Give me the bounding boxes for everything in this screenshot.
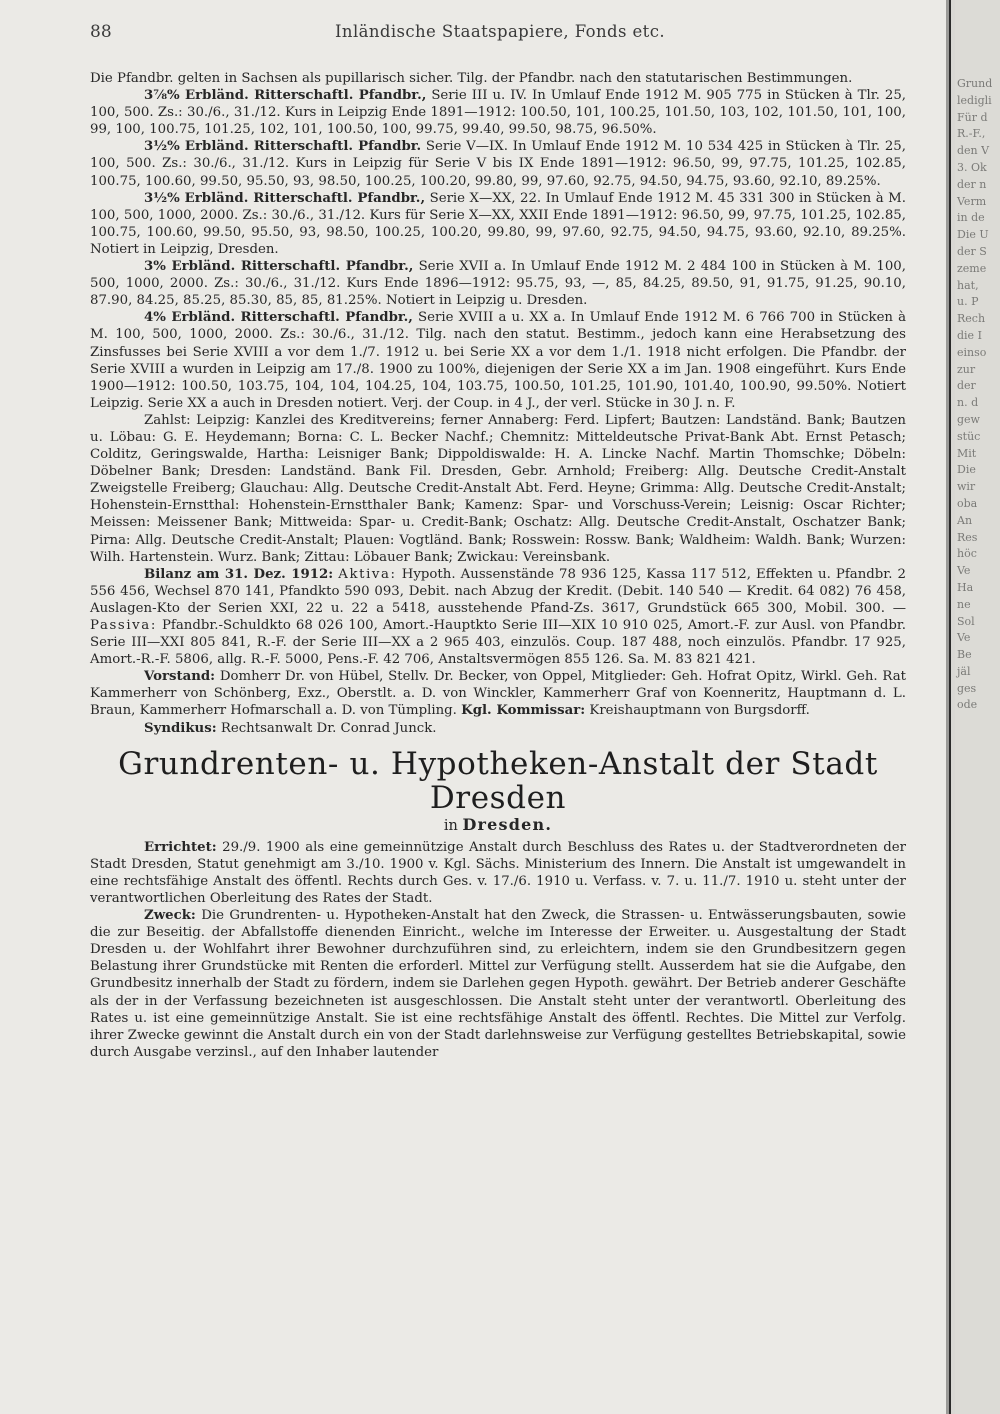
adjacent-page-fragment: jäl xyxy=(957,664,971,678)
adjacent-page-fragment: ne xyxy=(957,597,971,611)
adjacent-page-fragment: Grund xyxy=(957,77,993,90)
adjacent-page-fragment: ode xyxy=(957,698,978,712)
issue-entry xyxy=(90,309,906,412)
issue-text: Serie XVII a. In Umlauf Ende 1912 M. 2 484 100 in Stücken à M. 100, 500, 1000, 2000. Zs.: 30./6., 31./12. Kurs Ende 1896—1912: 95.75, 93, —, 85, 84.25, 89.50, 91, 91.75, 91.25, 90.10, 87.90, 84.25, 85.25, 85.30, 85, 85, 81.25%. Notiert in Leipzig u. Dresden. xyxy=(90,259,906,309)
adjacent-page-fragment: höc xyxy=(957,547,977,561)
board-label: Vorstand: xyxy=(144,669,216,685)
adjacent-page-fragment: R.-F., xyxy=(957,127,986,141)
commissioner-text: Kreishauptmann von Burgsdorff. xyxy=(589,703,810,719)
adjacent-page-fragment: den V xyxy=(957,144,990,158)
adjacent-page-fragment: stüc xyxy=(957,429,981,443)
commissioner-label: Kgl. Kommissar: xyxy=(461,703,586,719)
adjacent-page-fragment: Ve xyxy=(957,631,971,645)
adjacent-page-fragment: Verm xyxy=(957,194,987,208)
purpose-text: Die Grundrenten- u. Hypotheken-Anstalt hat den Zweck, die Strassen- u. Entwässerungsbauten, sowie die zur Beseitig. der Abfallstoffe dienenden Einricht., welche im Interesse der Erweiter. u. Ausgestaltung der Stadt Dresden u. der Wohlfahrt ihrer Bewohner durchzuführen sind, zu erleichtern, indem sie den Grundbesitzern gegen Belastung ihrer Grundstücke mit Renten die erforderl. Mittel zur Verfügung stellt. Ausserdem hat sie die Aufgabe, den Grundbesitz innerhalb der Stadt zu fördern, indem sie Darlehen gegen Hypoth. gewährt. Der Betrieb anderer Geschäfte als der in der Verfassung bezeichneten ist ausgeschlossen. Die Anstalt steht unter der verantwortl. Oberleitung des Rates u. ist eine gemeinnützige Anstalt. Sie ist eine rechtsfähige Anstalt des öffentl. Rechtes. Die Mittel zur Verfolg. ihrer Zwecke gewinnt die Anstalt durch ein von der Stadt darlehnsweise zur Verfügung gestelltes Betriebskapital, sowie durch Ausgabe verzinsl., auf den Inhaber lautender xyxy=(90,908,906,1060)
section-subtitle xyxy=(90,815,906,836)
page-header xyxy=(90,22,910,46)
assets-label: Aktiva: xyxy=(338,566,397,582)
adjacent-page-fragment: die I xyxy=(957,328,982,342)
section-title: Grundrenten- u. Hypotheken-Anstalt der Stadt Dresden xyxy=(118,745,878,816)
founded-label: Errichtet: xyxy=(144,839,217,855)
issue-text: Serie V—IX. In Umlauf Ende 1912 M. 10 534 425 in Stücken à Tlr. 25, 100, 500. Zs.: 30./6., 31./12. Kurs in Leipzig für Serie V bis IX Ende 1891—1912: 96.50, 99, 97.75, 101.25, 102.85, 100.75, 100.60, 99.50, 95.50, 93, 98.50, 100.25, 100.20, 99.80, 99, 97.60, 92.75, 94.50, 94.75, 93.60, 92.10, 89.25%. xyxy=(90,139,906,189)
page-body xyxy=(90,70,906,1061)
page-number: 88 xyxy=(90,22,112,42)
issue-heading: 3% Erbländ. Ritterschaftl. Pfandbr., xyxy=(144,259,414,275)
liabilities-label: Passiva: xyxy=(90,618,157,633)
syndic-text: Rechtsanwalt Dr. Conrad Junck. xyxy=(220,720,437,736)
balance-label: Bilanz am 31. Dez. 1912: xyxy=(144,566,334,582)
adjacent-page-fragment: Be xyxy=(957,648,972,662)
adjacent-page-fragment: zeme xyxy=(957,261,987,275)
adjacent-page-fragment: Res xyxy=(957,530,978,544)
adjacent-page-fragment: n. d xyxy=(957,396,979,410)
adjacent-page-fragment: oba xyxy=(957,496,978,510)
adjacent-page-fragment: Ha xyxy=(957,580,974,594)
adjacent-page-fragment: Rech xyxy=(957,312,986,326)
adjacent-page-fragment: Ve xyxy=(957,564,971,578)
purpose-label: Zweck: xyxy=(144,908,196,924)
board-text: Domherr Dr. von Hübel, Stellv. Dr. Becker, von Oppel, Mitglieder: Geh. Hofrat Opitz, Wirkl. Geh. Rat Kammerherr von Schönberg, Exz., Oberstlt. a. D. von Winckler, Kammerherr Graf von Koenneritz, Hauptmann d. L. Braun, Kammerherr Hofmarschall a. D. von Tümpling. xyxy=(90,669,906,719)
subtitle-place: Dresden. xyxy=(462,814,553,834)
issue-heading: 3⅞% Erbländ. Ritterschaftl. Pfandbr., xyxy=(144,88,427,104)
running-head: Inländische Staatspapiere, Fonds etc. xyxy=(335,22,665,41)
adjacent-page-fragment: An xyxy=(957,513,973,527)
issue-entry xyxy=(90,87,906,138)
adjacent-page-strip xyxy=(955,0,1000,1414)
adjacent-page-fragment: in de xyxy=(957,211,985,225)
adjacent-page-fragment: Die xyxy=(957,463,976,477)
issue-entry xyxy=(90,138,906,189)
subtitle-prefix: in xyxy=(443,817,458,834)
board-paragraph xyxy=(90,668,906,719)
adjacent-page-fragment: ledigli xyxy=(957,93,992,107)
adjacent-page-fragment: Die U xyxy=(957,228,989,242)
adjacent-page-fragment: ges xyxy=(957,681,977,695)
adjacent-page-fragment: hat, xyxy=(957,278,979,292)
paying-agents: Zahlst: Leipzig: Kanzlei des Kreditvereins; ferner Annaberg: Ferd. Lipfert; Bautzen: Landständ. Bank; Bautzen u. Löbau: G. E. Heydemann; Borna: C. L. Becker Nachf.; Chemnitz: Mitteldeutsche Privat-Bank Abt. Ernst Petasch; Colditz, Geringswalde, Hartha: Leisniger Bank; Dippoldiswalde: H. A. Lincke Nachf. Martin Thomschke; Döbeln: Döbelner Bank; Dresden: Landständ. Bank Fil. Dresden, Gebr. Arnhold; Freiberg: Allg. Deutsche Credit-Anstalt Zweigstelle Freiberg; Glauchau: Allg. Deutsche Credit-Anstalt Abt. Ferd. Heyne; Grimma: Allg. Deutsche Credit-Anstalt; Hohenstein-Ernstthal: Hohenstein-Ernstthaler Bank; Kamenz: Spar- und Vorschuss-Verein; Leisnig: Oscar Richter; Meissen: Meissener Bank; Mittweida: Spar- u. Credit-Bank; Oschatz: Allg. Deutsche Credit-Anstalt, Oschatzer Bank; Pirna: Allg. Deutsche Credit-Anstalt; Plauen: Vogtländ. Bank; Rosswein: Rossw. Bank; Waldheim: Waldh. Bank; Wurzen: Wilh. Hartenstein. Wurz. Bank; Zittau: Löbauer Bank; Zwickau: Vereinsbank. xyxy=(90,412,906,565)
assets-text: Hypoth. Aussenstände 78 936 125, Kassa 117 512, Effekten u. Pfandbr. 2 556 456, Wechsel 870 141, Pfandkto 590 093, Debit. nach Abzug der Kredit. (Debit. 140 540 — Kredit. 64 082) 76 458, Auslagen-Kto der Serien XXI, 22 u. 22 a 5418, ausstehende Pfand-Zs. 3617, Grundstück 665 300, Mobil. 300. — xyxy=(90,566,906,616)
issue-heading: 3½% Erbländ. Ritterschaftl. Pfandbr. xyxy=(144,139,422,155)
adjacent-page-fragment: der n xyxy=(957,177,987,191)
adjacent-page-fragment: der xyxy=(957,379,976,393)
issue-text: Serie III u. IV. In Umlauf Ende 1912 M. 905 775 in Stücken à Tlr. 25, 100, 500. Zs.: 30./6., 31./12. Kurs in Leipzig Ende 1891—1912: 100.50, 101, 100.25, 101.50, 103, 102, 101.50, 101, 100, 99, 100, 100.75, 101.25, 102, 101, 100.50, 100, 99.75, 99.40, 99.50, 98.75, 96.50%. xyxy=(90,88,907,138)
founded-paragraph xyxy=(90,839,906,907)
adjacent-page-fragment: Für d xyxy=(957,110,988,124)
adjacent-page-fragment: Mit xyxy=(957,446,977,460)
intro-paragraph: Die Pfandbr. gelten in Sachsen als pupillarisch sicher. Tilg. der Pfandbr. nach den statutarischen Bestimmungen. xyxy=(90,71,853,86)
issue-entry xyxy=(90,190,906,258)
issue-text: Serie X—XX, 22. In Umlauf Ende 1912 M. 45 331 300 in Stücken à M. 100, 500, 1000, 2000. Zs.: 30./6., 31./12. Kurs für Serie X—XX, XXII Ende 1891—1912: 96.50, 99, 97.75, 101.25, 102.85, 100.75, 100.60, 99.50, 95.50, 93, 98.50, 100.25, 100.20, 99.80, 99, 97.60, 92.75, 94.50, 94.75, 93.60, 92.10, 89.25%. Notiert in Leipzig, Dresden. xyxy=(90,190,907,257)
syndic-label: Syndikus: xyxy=(144,720,217,736)
adjacent-page-fragment: zur xyxy=(957,362,976,376)
issue-text: Serie XVIII a u. XX a. In Umlauf Ende 1912 M. 6 766 700 in Stücken à M. 100, 500, 1000, 2000. Zs.: 30./6., 31./12. Tilg. nach den statut. Bestimm., jedoch kann eine Herabsetzung des Zinsfusses bei Serie XVIII a vor dem 1./7. 1912 u. bei Serie XX a vor dem 1./1. 1918 nicht erfolgen. Die Pfandbr. der Serie XVIII a wurden in Leipzig am 17./8. 1900 zu 100%, diejenigen der Serie XX a im Jan. 1908 eingeführt. Kurs Ende 1900—1912: 100.50, 103.75, 104, 104, 104.25, 104, 103.75, 100.50, 101.25, 101.90, 101.40, 100.90, 99.50%. Notiert Leipzig. Serie XX a auch in Dresden notiert. Verj. der Coup. in 4 J., der verl. Stücke in 30 J. n. F. xyxy=(90,310,907,411)
adjacent-page-fragment: Sol xyxy=(957,614,975,628)
syndic-paragraph xyxy=(90,720,906,737)
issue-entry xyxy=(90,258,906,309)
liabilities-text: Pfandbr.-Schuldkto 68 026 100, Amort.-Hauptkto Serie III—XIX 10 910 025, Amort.-F. zur Ausl. von Pfandbr. Serie III—XXI 805 841, R.-F. der Serie III—XX a 2 965 403, einzulös. Coup. 187 488, noch einzulös. Pfandbr. 17 925, Amort.-R.-F. 5806, allg. R.-F. 5000, Pens.-F. 42 706, Anstaltsvermögen 855 126. Sa. M. 83 821 421. xyxy=(90,618,906,668)
balance-sheet xyxy=(90,566,906,669)
founded-text: 29./9. 1900 als eine gemeinnützige Anstalt durch Beschluss des Rates u. der Stadtverordneten der Stadt Dresden, Statut genehmigt am 3./10. 1900 v. Kgl. Sächs. Ministerium des Innern. Die Anstalt ist umgewandelt in eine rechtsfähige Anstalt des öffentl. Rechts durch Ges. v. 17./6. 1910 u. Verfass. v. 7. u. 11./7. 1910 u. steht unter der verantwortlichen Oberleitung des Rates der Stadt. xyxy=(90,839,906,906)
adjacent-page-fragment: der S xyxy=(957,244,987,258)
adjacent-page-fragment: einso xyxy=(957,345,987,359)
purpose-paragraph xyxy=(90,907,906,1061)
adjacent-page-fragment: gew xyxy=(957,412,980,426)
adjacent-page-fragment: wir xyxy=(957,480,976,494)
issue-heading: 3½% Erbländ. Ritterschaftl. Pfandbr., xyxy=(144,190,426,206)
issue-heading: 4% Erbländ. Ritterschaftl. Pfandbr., xyxy=(144,310,413,326)
adjacent-page-text xyxy=(955,76,1000,714)
adjacent-page-fragment: 3. Ok xyxy=(957,160,987,174)
adjacent-page-fragment: u. P xyxy=(957,295,979,309)
